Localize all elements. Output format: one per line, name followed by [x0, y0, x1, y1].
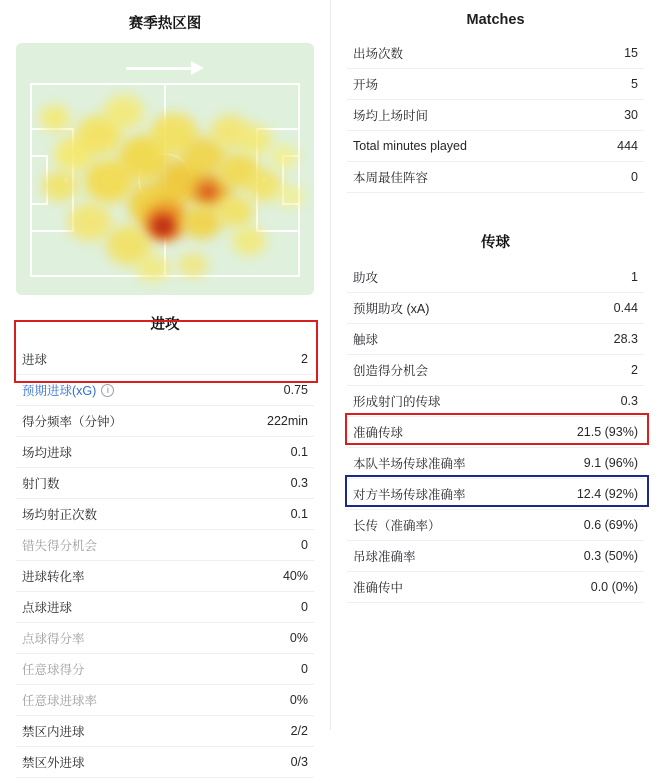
stat-value: 0 — [301, 662, 308, 676]
stat-value: 0.75 — [283, 383, 308, 397]
stat-value: 0.3 — [290, 476, 308, 490]
stat-row — [16, 654, 314, 685]
stat-row — [347, 386, 644, 417]
left-column — [0, 0, 330, 770]
matches-section-title: Matches — [466, 12, 525, 28]
stat-row — [16, 406, 314, 437]
stat-label: 对方半场传球准确率 — [353, 488, 466, 502]
stat-value: 0.3 (50%) — [583, 549, 638, 563]
stat-row — [16, 592, 314, 623]
stat-row — [347, 262, 644, 293]
attack-stats-list — [0, 344, 330, 778]
stat-row — [347, 69, 644, 100]
stat-row — [347, 417, 644, 448]
stat-value: 0.44 — [613, 301, 638, 315]
stat-value: 444 — [617, 139, 638, 153]
stat-row — [347, 324, 644, 355]
pitch-markings — [30, 83, 300, 277]
stat-label: 禁区外进球 — [22, 756, 85, 770]
passing-section-title: 传球 — [481, 235, 510, 251]
stat-label: 吊球准确率 — [353, 550, 416, 564]
heatmap-title: 赛季热区图 — [128, 16, 202, 32]
stat-value: 1 — [631, 270, 638, 284]
stat-label: Total minutes played — [353, 139, 467, 153]
stat-value: 0.6 (69%) — [583, 518, 638, 532]
stat-value: 2 — [631, 363, 638, 377]
stat-row — [16, 344, 314, 375]
attack-section-title: 进攻 — [150, 317, 180, 333]
stat-label — [22, 381, 114, 399]
stat-label: 错失得分机会 — [22, 539, 98, 553]
stat-label: 准确传中 — [353, 581, 404, 595]
heatmap-container — [0, 43, 330, 295]
stat-value: 0.3 — [620, 394, 638, 408]
passing-stats-list — [331, 262, 660, 603]
stat-label: 助攻 — [353, 271, 379, 285]
stat-value: 222min — [267, 414, 308, 428]
stat-value: 2/2 — [290, 724, 308, 738]
stat-value: 12.4 (92%) — [576, 487, 638, 501]
stat-row — [16, 375, 314, 406]
stat-value: 0 — [301, 538, 308, 552]
stat-value: 0 — [301, 600, 308, 614]
heat-blobs — [32, 85, 298, 275]
stat-label: 进球 — [22, 353, 48, 367]
stat-label: 点球进球 — [22, 601, 73, 615]
stat-value: 0% — [289, 631, 308, 645]
stat-row — [347, 355, 644, 386]
stat-label: 点球得分率 — [22, 632, 85, 646]
info-icon[interactable]: i — [101, 384, 114, 397]
stat-value: 0 — [631, 170, 638, 184]
stat-row — [16, 437, 314, 468]
stat-value: 21.5 (93%) — [576, 425, 638, 439]
stat-label: 射门数 — [22, 477, 60, 491]
stat-value: 15 — [624, 46, 638, 60]
stat-row — [347, 541, 644, 572]
stat-label: 场均进球 — [22, 446, 73, 460]
stat-label: 场均射正次数 — [22, 508, 98, 522]
stat-value: 0% — [289, 693, 308, 707]
stat-value: 30 — [624, 108, 638, 122]
stat-label: 创造得分机会 — [353, 364, 429, 378]
stat-row — [16, 685, 314, 716]
pitch-graphic — [16, 43, 314, 295]
stat-row — [16, 468, 314, 499]
direction-arrow-icon — [126, 61, 204, 75]
stat-label: 禁区内进球 — [22, 725, 85, 739]
stat-row — [16, 530, 314, 561]
stat-label: 预期助攻 (xA) — [353, 302, 430, 316]
stat-label: 本队半场传球准确率 — [353, 457, 466, 471]
stat-row — [347, 131, 644, 162]
stat-label: 任意球得分 — [22, 663, 85, 677]
stat-row — [347, 38, 644, 69]
stat-label: 形成射门的传球 — [353, 395, 441, 409]
stat-value: 40% — [282, 569, 308, 583]
stat-value: 9.1 (96%) — [583, 456, 638, 470]
matches-stats-list — [331, 38, 660, 193]
stat-row — [347, 100, 644, 131]
stat-label-text: 预期进球(xG) — [22, 384, 97, 398]
stat-value: 0.1 — [290, 507, 308, 521]
stat-row — [16, 561, 314, 592]
stat-label: 进球转化率 — [22, 570, 85, 584]
stat-value: 5 — [631, 77, 638, 91]
stat-value: 28.3 — [613, 332, 638, 346]
stat-label: 得分频率（分钟） — [22, 415, 123, 429]
stat-label: 任意球进球率 — [22, 694, 98, 708]
stat-label: 场均上场时间 — [353, 109, 429, 123]
stat-value: 0.0 (0%) — [590, 580, 638, 594]
stat-row — [347, 162, 644, 193]
stat-label: 准确传球 — [353, 426, 404, 440]
stat-row — [16, 716, 314, 747]
stat-row — [347, 293, 644, 324]
stat-row — [16, 499, 314, 530]
stat-label: 开场 — [353, 78, 379, 92]
stat-row — [347, 572, 644, 603]
stat-label: 触球 — [353, 333, 379, 347]
stat-row — [16, 747, 314, 778]
stat-row — [347, 479, 644, 510]
stat-value: 2 — [301, 352, 308, 366]
stat-label: 长传（准确率） — [353, 519, 441, 533]
stat-value: 0.1 — [290, 445, 308, 459]
stat-value: 0/3 — [290, 755, 308, 769]
stat-row — [347, 448, 644, 479]
stat-label: 本周最佳阵容 — [353, 171, 429, 185]
stat-row — [347, 510, 644, 541]
stat-label: 出场次数 — [353, 47, 404, 61]
right-column — [330, 0, 660, 730]
stat-row — [16, 623, 314, 654]
